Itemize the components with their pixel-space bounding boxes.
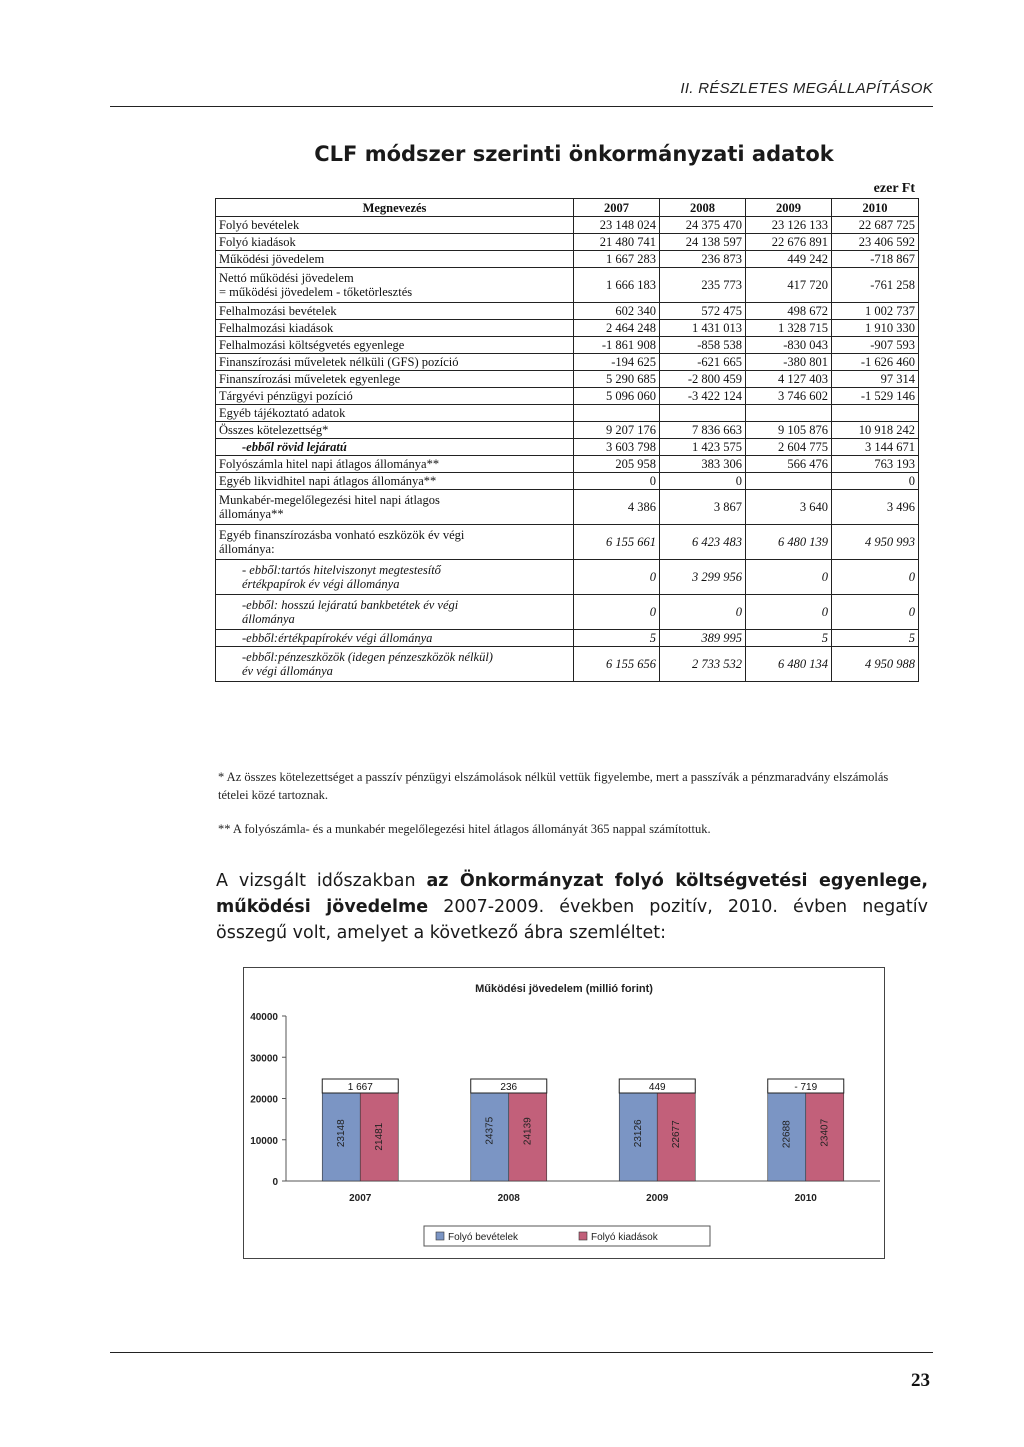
row-value: 23 406 592 (832, 234, 919, 251)
row-value: -380 801 (746, 354, 832, 371)
row-label (216, 595, 574, 630)
row-value: 10 918 242 (832, 422, 919, 439)
row-value: 449 242 (746, 251, 832, 268)
row-label (216, 422, 574, 439)
row-value: -718 867 (832, 251, 919, 268)
row-label-line: Összes kötelezettség* (219, 423, 329, 437)
row-value: 24 375 470 (660, 217, 746, 234)
column-header-year: 2008 (660, 199, 746, 217)
row-value: 23 126 133 (746, 217, 832, 234)
x-tick-label: 2009 (646, 1193, 669, 1204)
row-value: 4 386 (574, 490, 660, 525)
row-label (216, 320, 574, 337)
table-row (216, 647, 919, 682)
bar-value-label: 24375 (484, 1116, 496, 1145)
row-value: 1 002 737 (832, 303, 919, 320)
table-row (216, 595, 919, 630)
row-label-line: Egyéb finanszírozásba vonható eszközök év végi (219, 528, 465, 542)
row-value: 3 496 (832, 490, 919, 525)
unit-label: ezer Ft (873, 181, 915, 196)
row-value: 0 (832, 473, 919, 490)
row-value: -621 665 (660, 354, 746, 371)
row-value: 22 687 725 (832, 217, 919, 234)
row-value: 2 464 248 (574, 320, 660, 337)
y-tick-label: 40000 (250, 1012, 278, 1023)
row-value: 4 950 988 (832, 647, 919, 682)
row-value: 3 144 671 (832, 439, 919, 456)
row-value: 7 836 663 (660, 422, 746, 439)
row-label-line: = működési jövedelem - tőketörlesztés (219, 285, 413, 299)
row-value: 2 733 532 (660, 647, 746, 682)
table-row (216, 473, 919, 490)
clf-data-table (215, 198, 919, 682)
row-label (216, 234, 574, 251)
header-rule (110, 106, 933, 107)
table-row (216, 371, 919, 388)
row-value: 3 867 (660, 490, 746, 525)
row-label-line: Tárgyévi pénzügyi pozíció (219, 389, 353, 403)
row-label-line: -ebből: hosszú lejáratú bankbetétek év végi (242, 598, 459, 612)
x-tick-label: 2008 (497, 1193, 520, 1204)
row-value: 6 155 661 (574, 525, 660, 560)
table-row (216, 268, 919, 303)
table-row (216, 217, 919, 234)
bar-value-label: 22677 (670, 1120, 682, 1149)
bar-value-label: 22688 (781, 1120, 793, 1149)
y-tick-label: 20000 (250, 1094, 278, 1106)
row-label (216, 337, 574, 354)
row-label (216, 354, 574, 371)
table-row (216, 251, 919, 268)
table-row (216, 630, 919, 647)
row-label (216, 525, 574, 560)
body-paragraph (216, 868, 928, 946)
row-value: 9 207 176 (574, 422, 660, 439)
table-row (216, 388, 919, 405)
row-value: 5 (832, 630, 919, 647)
row-label (216, 268, 574, 303)
row-value: 0 (574, 473, 660, 490)
table-row (216, 560, 919, 595)
legend-swatch (579, 1232, 587, 1240)
footer-rule (110, 1352, 933, 1353)
row-value: 9 105 876 (746, 422, 832, 439)
row-label (216, 217, 574, 234)
table-row (216, 422, 919, 439)
column-header-year: 2007 (574, 199, 660, 217)
y-tick-label: 0 (272, 1177, 278, 1188)
y-tick-label: 30000 (250, 1053, 278, 1065)
table-row (216, 439, 919, 456)
row-value: 0 (746, 560, 832, 595)
row-label-line: -ebből:értékpapírokév végi állománya (242, 631, 433, 645)
row-value: 0 (574, 560, 660, 595)
table-row (216, 337, 919, 354)
footnote-2: ** A folyószámla- és a munkabér megelőlegezési hitel átlagos állományát 365 nappal számítottuk. (218, 822, 711, 836)
row-value: 602 340 (574, 303, 660, 320)
row-value: 389 995 (660, 630, 746, 647)
row-label-line: Felhalmozási kiadások (219, 321, 334, 335)
row-label (216, 647, 574, 682)
row-label-line: Nettó működési jövedelem (219, 271, 354, 285)
row-value (746, 473, 832, 490)
row-label (216, 371, 574, 388)
bar-value-label: 23126 (632, 1119, 644, 1148)
row-value: 4 127 403 (746, 371, 832, 388)
row-value: -1 529 146 (832, 388, 919, 405)
row-value: 6 480 139 (746, 525, 832, 560)
annotation-label: 236 (500, 1082, 518, 1093)
row-value: 572 475 (660, 303, 746, 320)
row-value: -761 258 (832, 268, 919, 303)
row-value: -907 593 (832, 337, 919, 354)
row-value: 1 431 013 (660, 320, 746, 337)
row-value: 383 306 (660, 456, 746, 473)
column-header-year: 2009 (746, 199, 832, 217)
row-value: 236 873 (660, 251, 746, 268)
bar-value-label: 23148 (335, 1119, 347, 1148)
row-value: -1 626 460 (832, 354, 919, 371)
row-value: -3 422 124 (660, 388, 746, 405)
row-value: 1 910 330 (832, 320, 919, 337)
row-value (574, 405, 660, 422)
row-value (746, 405, 832, 422)
row-label-line: Folyó bevételek (219, 218, 300, 232)
row-value: 21 480 741 (574, 234, 660, 251)
row-value: 498 672 (746, 303, 832, 320)
row-value: 3 640 (746, 490, 832, 525)
row-value: -830 043 (746, 337, 832, 354)
row-label-line: Működési jövedelem (219, 252, 325, 266)
row-value: 0 (660, 595, 746, 630)
row-value: 0 (832, 595, 919, 630)
annotation-label: 449 (648, 1082, 666, 1093)
row-value: 1 667 283 (574, 251, 660, 268)
row-value: 566 476 (746, 456, 832, 473)
row-value: 22 676 891 (746, 234, 832, 251)
row-value: 0 (746, 595, 832, 630)
row-value: 5 290 685 (574, 371, 660, 388)
row-label-line: Folyószámla hitel napi átlagos állománya** (219, 457, 440, 471)
row-label-line: Finanszírozási műveletek egyenlege (219, 372, 401, 386)
row-value: 24 138 597 (660, 234, 746, 251)
table-row (216, 490, 919, 525)
row-label (216, 560, 574, 595)
row-value: 5 (574, 630, 660, 647)
row-value: 3 299 956 (660, 560, 746, 595)
table-row (216, 354, 919, 371)
table-row (216, 405, 919, 422)
bar-value-label: 21481 (373, 1122, 385, 1151)
row-value: 0 (832, 560, 919, 595)
row-value: 417 720 (746, 268, 832, 303)
annotation-label: 1 667 (347, 1082, 373, 1093)
paragraph-text: 2007-2009. években pozitív, 2010. évben negatív összegű volt, amelyet a következő ábra szemléltet: (216, 897, 928, 943)
table-header-row (216, 199, 919, 217)
table-row (216, 234, 919, 251)
row-value: -1 861 908 (574, 337, 660, 354)
row-value: 1 423 575 (660, 439, 746, 456)
row-label-line: -ebből rövid lejáratú (242, 440, 347, 454)
row-label (216, 630, 574, 647)
row-label-line: Felhalmozási bevételek (219, 304, 337, 318)
table-row (216, 320, 919, 337)
row-value: 23 148 024 (574, 217, 660, 234)
column-header-name: Megnevezés (216, 199, 574, 217)
row-label-line: állománya: (219, 542, 275, 556)
page-title: CLF módszer szerinti önkormányzati adatok (314, 142, 834, 166)
footnote-1: * Az összes kötelezettséget a passzív pénzügyi elszámolások nélkül vettük figyelembe, mert a passzívák a pénzmaradvány elszámolás tételei közé tartoznak. (218, 770, 889, 802)
x-tick-label: 2007 (349, 1193, 372, 1204)
row-label-line: Egyéb likvidhitel napi átlagos állománya** (219, 474, 437, 488)
row-value: -858 538 (660, 337, 746, 354)
row-label-line: Felhalmozási költségvetés egyenlege (219, 338, 405, 352)
row-label (216, 303, 574, 320)
row-value: 1 666 183 (574, 268, 660, 303)
row-value: 0 (660, 473, 746, 490)
row-value: 4 950 993 (832, 525, 919, 560)
row-label (216, 405, 574, 422)
row-value: 5 096 060 (574, 388, 660, 405)
row-label (216, 473, 574, 490)
row-label (216, 251, 574, 268)
annotation-label: - 719 (794, 1082, 818, 1093)
row-value: 235 773 (660, 268, 746, 303)
row-value: 1 328 715 (746, 320, 832, 337)
row-value (660, 405, 746, 422)
bar-chart (243, 967, 885, 1259)
column-header-year: 2010 (832, 199, 919, 217)
row-value: 763 193 (832, 456, 919, 473)
row-label (216, 439, 574, 456)
row-value: 97 314 (832, 371, 919, 388)
running-header: II. RÉSZLETES MEGÁLLAPÍTÁSOK (680, 80, 933, 97)
row-label-line: Munkabér-megelőlegezési hitel napi átlagos (219, 493, 440, 507)
row-value: 205 958 (574, 456, 660, 473)
row-label (216, 490, 574, 525)
row-value: -194 625 (574, 354, 660, 371)
row-value: 3 746 602 (746, 388, 832, 405)
row-value (832, 405, 919, 422)
row-value: 2 604 775 (746, 439, 832, 456)
table-row (216, 456, 919, 473)
table-row (216, 525, 919, 560)
row-label-line: Folyó kiadások (219, 235, 296, 249)
chart-canvas (244, 968, 884, 1258)
bar-value-label: 24139 (522, 1117, 534, 1146)
legend-swatch (436, 1232, 444, 1240)
row-value: 3 603 798 (574, 439, 660, 456)
row-value: 0 (574, 595, 660, 630)
row-label-line: - ebből:tartós hitelviszonyt megtestesítő (242, 563, 441, 577)
legend-label: Folyó bevételek (448, 1232, 519, 1243)
row-label-line: értékpapírok év végi állománya (242, 577, 400, 591)
y-tick-label: 10000 (250, 1135, 278, 1147)
chart-title: Működési jövedelem (millió forint) (475, 983, 653, 995)
page-number: 23 (911, 1370, 930, 1391)
paragraph-text: A vizsgált időszakban (216, 871, 427, 891)
paragraph-bold: az Önkormányzat folyó költségvetési egyenlege, működési jövedelme (216, 871, 928, 917)
bar-value-label: 23407 (819, 1118, 831, 1147)
legend-label: Folyó kiadások (591, 1232, 658, 1243)
row-value: -2 800 459 (660, 371, 746, 388)
row-value: 5 (746, 630, 832, 647)
row-label (216, 456, 574, 473)
row-value: 6 423 483 (660, 525, 746, 560)
row-label-line: Finanszírozási műveletek nélküli (GFS) pozíció (219, 355, 459, 369)
row-label (216, 388, 574, 405)
table-row (216, 303, 919, 320)
row-label-line: Egyéb tájékoztató adatok (219, 406, 346, 420)
row-label-line: év végi állománya (242, 664, 333, 678)
row-value: 6 480 134 (746, 647, 832, 682)
row-label-line: állománya** (219, 507, 284, 521)
x-tick-label: 2010 (794, 1193, 817, 1204)
row-label-line: -ebből:pénzeszközök (idegen pénzeszközök nélkül) (242, 650, 493, 664)
row-value: 6 155 656 (574, 647, 660, 682)
row-label-line: állománya (242, 612, 295, 626)
